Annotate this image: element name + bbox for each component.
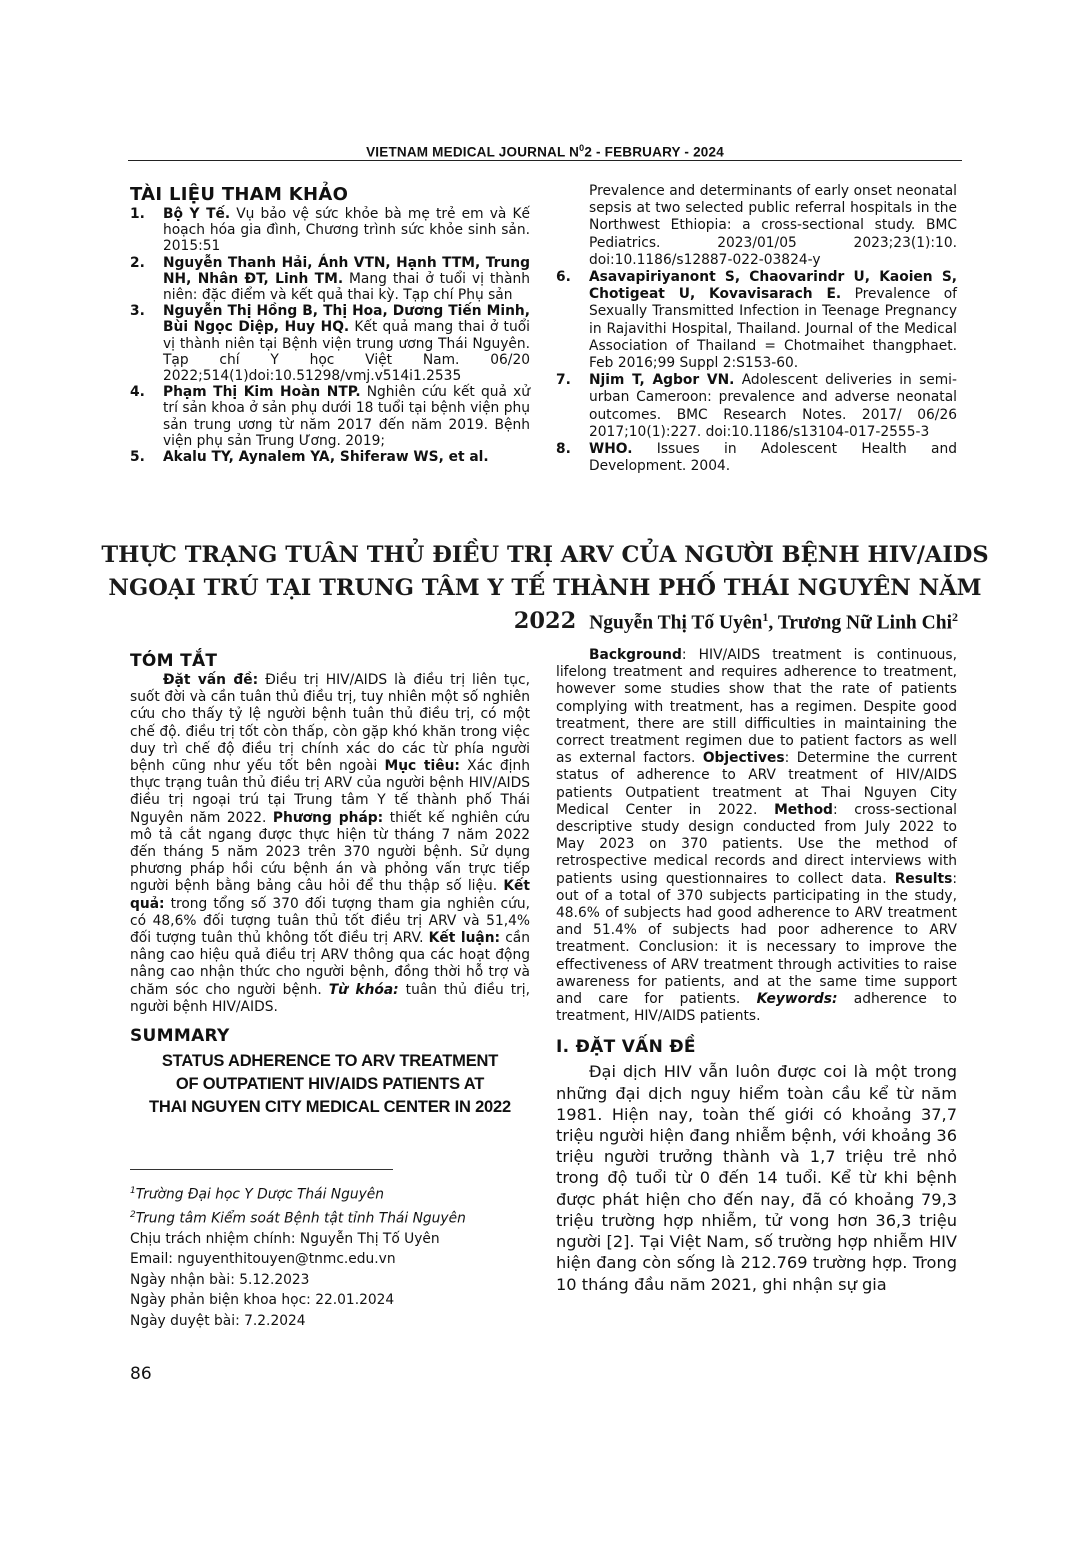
summary-subtitle-line: OF OUTPATIENT HIV/AIDS PATIENTS AT [175, 1075, 485, 1094]
reference-authors: Njim T, Agbor VN. [589, 372, 735, 389]
reference-number: 6. [556, 269, 571, 286]
abstract-text: : cross-sectional descriptive study design conducted from July 2022 to May 2023 on 370 patients. Use the method of retrospective medical records and direct interviews with patients using questionnaires to collect data. [556, 801, 957, 887]
abstract-text: : out of a total of 370 subjects participating in the study, 48.6% of subjects had good adherence to ARV treatment and 51.4% of subjects had poor adherence to ARV treatment. Conclusion: it is necessary to improve the effectiveness of ARV treatment through activities to raise awareness for patients, and at the same time support and care for patients. [556, 870, 957, 1008]
intro-title: I. ĐẶT VẤN ĐỀ [556, 1037, 696, 1058]
date-reviewed: Ngày phản biện khoa học: 22.01.2024 [130, 1292, 395, 1309]
responsible-author: Chịu trách nhiệm chính: Nguyễn Thị Tố Uyên [130, 1231, 440, 1247]
abstract-text: thiết kế nghiên cứu mô tả cắt ngang được thực hiện từ tháng 7 năm 2022 đến tháng 5 năm 2023 trên 370 người bệnh. Sử dụng phương pháp hồi cứu bệnh án và phỏng vấn trực tiếp người bệnh bằng bảng câu hỏi để thu thập số liệu. [130, 809, 531, 895]
article-title-line: NGOẠI TRÚ TẠI TRUNG TÂM Y TẾ THÀNH PHỐ THÁI NGUYÊN NĂM 2022 [108, 575, 982, 634]
reference-authors: Asavapiriyanont S, Chaovarindr U, Kaoien S, Chotigeat U, Kovavisarach E. [589, 269, 957, 303]
article-authors [500, 610, 958, 635]
abstract-label: Mục tiêu: [384, 758, 460, 775]
reference-authors: Nguyễn Thị Hồng B, Thị Hoa, Dương Tiến Minh, Bùi Ngọc Diệp, Huy HQ. [163, 303, 530, 336]
abstract-label: Kết luận: [428, 930, 501, 947]
affiliation-1 [130, 1181, 530, 1205]
reference-text: Kết quả mang thai ở tuổi vị thành niên tại Bệnh viện trung ương Thái Nguyên. Tạp chí Y học Việt Nam. 06/20 2022;514(1)doi:10.51298/vmj.v514i1.2535 [163, 319, 530, 385]
article-title-line: THỰC TRẠNG TUÂN THỦ ĐIỀU TRỊ ARV CỦA NGƯỜI BỆNH HIV/AIDS [101, 542, 989, 568]
summary-subtitle [130, 1050, 530, 1119]
header-rule [128, 160, 962, 161]
abstract-label: Objectives [702, 750, 785, 767]
reference-item [556, 441, 957, 475]
reference-number: 1. [130, 206, 145, 222]
abstract-text: trong tổng số 370 đối tượng tham gia nghiên cứu, có 48,6% đối tượng tuân thủ tốt điều trị ARV và 51,4% đối tượng tuân thủ không tốt điều trị ARV. [130, 895, 530, 947]
reference-authors: WHO. [589, 441, 633, 458]
abstract-en [556, 647, 957, 1295]
abstract-vi [130, 650, 530, 1119]
reference-authors: Phạm Thị Kim Hoàn NTP. [163, 384, 361, 401]
author-name: Nguyễn Thị Tố Uyên [589, 612, 763, 634]
journal-header-text: VIETNAM MEDICAL JOURNAL N [366, 144, 580, 160]
summary-subtitle-line: THAI NGUYEN CITY MEDICAL CENTER IN 2022 [149, 1098, 511, 1117]
abstract-label: Results [894, 870, 953, 887]
journal-header-text-end: 2 - FEBRUARY - 2024 [584, 144, 724, 160]
reference-text: Vụ bảo vệ sức khỏe bà mẹ trẻ em và Kế hoạch hóa gia đình, Chương trình sức khỏe sinh sản. 2015:51 [163, 206, 530, 255]
reference-authors: Akalu TY, Aynalem YA, Shiferaw WS, et al. [163, 449, 489, 466]
abstract-label: Keywords: [756, 991, 838, 1008]
affiliation-text: Trung tâm Kiểm soát Bệnh tật tỉnh Thái Nguyên [135, 1210, 466, 1227]
reference-item [130, 206, 530, 255]
contact-email: Email: nguyenthitouyen@tnmc.edu.vn [130, 1251, 396, 1268]
abstract-text: : Determine the current status of adherence to ARV treatment of HIV/AIDS patients Outpatient treatment at Thai Nguyen City Medical Center in 2022. [556, 750, 957, 818]
footnotes [130, 1181, 530, 1331]
abstract-label: Từ khóa: [328, 981, 399, 998]
date-received: Ngày nhận bài: 5.12.2023 [130, 1271, 310, 1288]
date-approved: Ngày duyệt bài: 7.2.2024 [130, 1312, 306, 1329]
reference-text: Adolescent deliveries in semi-urban Cameroon: prevalence and adverse neonatal outcomes. BMC Research Notes. 2017/ 06/26 2017;10(1):227. doi:10.1186/s13104-017-2555-3 [589, 372, 957, 440]
reference-number: 5. [130, 449, 145, 466]
abstract-label: Kết quả: [130, 878, 530, 912]
affiliation-text: Trường Đại học Y Dược Thái Nguyên [135, 1186, 385, 1203]
summary-subtitle-line: STATUS ADHERENCE TO ARV TREATMENT [161, 1052, 499, 1071]
abstract-text: : HIV/AIDS treatment is continuous, lifelong treatment and requires adherence to treatment, however some studies show that the rate of patients complying with treatment, has a regimen. Despite good treatment, there are still difficulties in maintaining the correct treatment regimen due to patient factors as well as external factors. [556, 647, 957, 767]
abstract-text: tuân thủ điều trị, người bệnh HIV/AIDS. [130, 981, 531, 1015]
abstract-text: cần nâng cao hiệu quả điều trị ARV thông qua các hoạt động nâng cao nhận thức cho người bệnh, đồng thời hỗ trợ và chăm sóc cho người bệnh. [130, 930, 531, 998]
reference-text: Prevalence of Sexually Transmitted Infection in Teenage Pregnancy in Rajavithi Hospital, Thailand. Journal of the Medical Association of Thailand = Chotmaihet thangphaet. Feb 2016;99 Suppl 2:S153-60. [589, 286, 957, 372]
reference-item [130, 384, 530, 449]
page-number: 86 [130, 1364, 152, 1384]
reference-continued: Prevalence and determinants of early onset neonatal sepsis at two selected public referral hospitals in the Northwest Ethiopia: a cross-sectional study. BMC Pediatrics. 2023/01/05 2023;23(1):10. doi:10.1186/s12887-022-03824-y [589, 183, 957, 268]
reference-text: Nghiên cứu kết quả xử trí sản khoa ở sản phụ dưới 18 tuổi tại bệnh viện phụ sản trung ương từ năm 2017 đến năm 2019. Bệnh viện phụ sản Trung Ương. 2019; [163, 384, 530, 449]
abstract-text: Xác định thực trạng tuân thủ điều trị ARV của người bệnh HIV/AIDS điều trị ngoại trú tại Trung tâm Y tế thành phố Thái Nguyên năm 2022. [130, 758, 531, 826]
journal-header [128, 143, 962, 160]
reference-list [130, 206, 530, 465]
abstract-en-body [556, 647, 957, 1025]
reference-text: Issues in Adolescent Health and Development. 2004. [589, 441, 957, 475]
reference-item [130, 449, 530, 465]
references-title: TÀI LIỆU THAM KHẢO [130, 184, 349, 205]
reference-item [130, 255, 530, 304]
author-name: Trương Nữ Linh Chi [777, 612, 952, 634]
abstract-label: Phương pháp: [272, 809, 384, 826]
author-affiliation: 2 [952, 610, 958, 624]
abstract-text: Điều trị HIV/AIDS là điều trị liên tục, suốt đời và cần tuân thủ điều trị, tuy nhiên một số nghiên cứu cho thấy tỷ lệ người bệnh tuân thủ điều trị, có một chế độ. điều trị tốt còn thấp, còn gặp khó khăn trong việc duy trì chế độ điều trị chính xác do các từ phía người bệnh cũng như yếu tốt bên ngoài [130, 672, 531, 775]
reference-authors: Bộ Y Tế. [163, 206, 231, 222]
journal-header-sup: 0 [579, 143, 585, 153]
abstract-vi-title: TÓM TẮT [130, 651, 218, 671]
references-right [556, 183, 957, 475]
author-separator: , [768, 612, 778, 634]
abstract-label: Đặt vấn đề: [163, 672, 259, 688]
reference-item [556, 269, 957, 372]
affiliation-number: 2 [130, 1210, 136, 1220]
reference-number: 4. [130, 384, 145, 401]
reference-number: 3. [130, 303, 145, 320]
abstract-text: adherence to treatment, HIV/AIDS patients. [556, 991, 957, 1025]
abstract-label: Method [774, 801, 833, 818]
reference-number: 7. [556, 372, 571, 389]
reference-item [130, 303, 530, 384]
reference-number: 8. [556, 441, 571, 458]
affiliation-number: 1 [130, 1186, 136, 1196]
reference-item [556, 372, 957, 441]
author-affiliation: 1 [762, 610, 769, 624]
affiliation-2 [130, 1205, 530, 1229]
abstract-label: Background [589, 647, 682, 663]
summary-title: SUMMARY [130, 1026, 230, 1047]
reference-number: 2. [130, 254, 145, 271]
references-left [130, 184, 530, 465]
reference-authors: Nguyễn Thanh Hải, Ánh VTN, Hạnh TTM, Trung NH, Nhân ĐT, Linh TM. [163, 254, 530, 287]
footnote-rule [130, 1169, 393, 1170]
intro-body: Đại dịch HIV vẫn luôn được coi là một trong những đại dịch nguy hiểm toàn cầu kể từ năm 1981. Hiện nay, toàn thế giới có khoảng 37,7 triệu người hiện đang nhiễm bệnh, với khoảng 36 triệu người trưởng thành và 1,7 triệu trẻ nhỏ trong độ tuổi từ 0 đến 14 tuổi. Kể từ khi bệnh được phát hiện cho đến nay, đã có khoảng 79,3 triệu trường hợp nhiễm, tử vong hơn 36,3 triệu người [2]. Tại Việt Nam, số trường hợp nhiễm HIV hiện đang còn sống là 212.769 trường hợp. Trong 10 tháng đầu năm 2021, ghi nhận sự gia [556, 1062, 957, 1294]
abstract-vi-body [130, 672, 530, 1016]
reference-text: Mang thai ở tuổi vị thành niên: đặc điểm và kết quả thai kỳ. Tạp chí Phụ sản [163, 270, 530, 304]
reference-list-right [556, 269, 957, 475]
